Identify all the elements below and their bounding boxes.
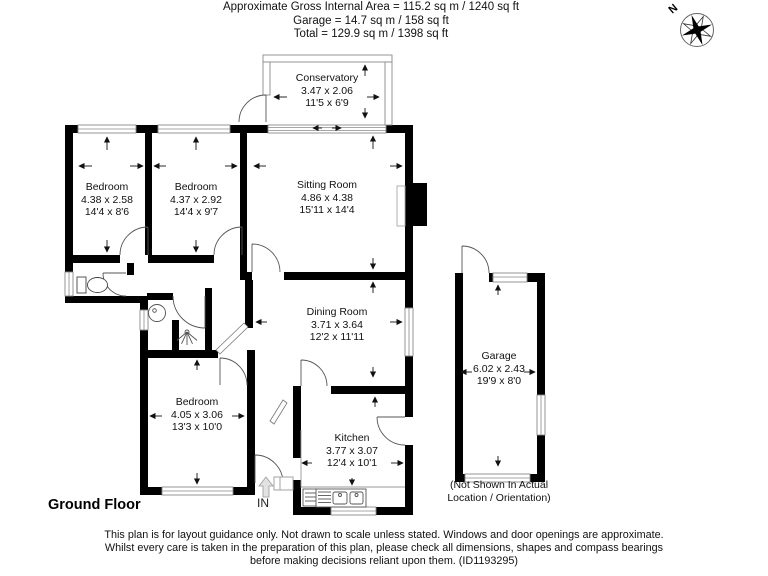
room-name: Dining Room: [306, 306, 368, 318]
basin-icon: [149, 305, 166, 322]
room-dim-imperial: 11'5 x 6'9: [305, 97, 349, 109]
room-dim-imperial: 12'4 x 10'1: [326, 457, 378, 469]
disclaimer-line3: before making decisions reliant upon them. (ID1193295): [249, 555, 519, 567]
room-dim-metric: 3.71 x 3.64: [311, 318, 363, 331]
garage-note-line2: Location / Orientation): [447, 491, 551, 504]
room-label-bedroom3: [127, 396, 267, 434]
corridor-cupboard-door: [270, 400, 287, 424]
room-dim-imperial: 14'4 x 8'6: [84, 206, 130, 218]
entrance-arrow-icon: [259, 477, 273, 497]
room-name: Bedroom: [85, 181, 129, 193]
patio-sliding-door: [268, 125, 386, 133]
room-name: Kitchen: [334, 432, 370, 444]
disclaimer-line2: Whilst every care is taken in the preparation of this plan, please check all dimensions, shapes and compass bearings: [104, 542, 664, 554]
room-label-sitting-room: [252, 179, 402, 217]
room-dim-metric: 3.77 x 3.07: [326, 444, 378, 457]
room-dim-imperial: 14'4 x 9'7: [173, 206, 219, 218]
room-dim-metric: 3.47 x 2.06: [301, 84, 353, 97]
floor-title: Ground Floor: [48, 497, 141, 513]
total-area-line: Total = 129.9 sq m / 1398 sq ft: [293, 28, 449, 40]
entrance-step: [274, 477, 293, 490]
room-dim-metric: 4.37 x 2.92: [170, 193, 222, 206]
shower-icon: [177, 330, 197, 345]
entrance-in-label: IN: [257, 496, 269, 510]
compass-north-label: N: [666, 1, 681, 17]
room-dim-imperial: 19'9 x 8'0: [476, 375, 522, 387]
room-name: Sitting Room: [296, 179, 358, 191]
room-dim-metric: 4.05 x 3.06: [171, 408, 223, 421]
garage-note-line1: (Not Shown In Actual: [449, 479, 549, 491]
gross-area-line: Approximate Gross Internal Area = 115.2 sq m / 1240 sq ft: [222, 1, 520, 13]
room-label-kitchen: [282, 432, 422, 470]
room-dim-imperial: 13'3 x 10'0: [171, 421, 223, 433]
garage-location-note: [415, 479, 583, 504]
room-dim-imperial: 12'2 x 11'11: [309, 331, 365, 343]
sink-icon: [316, 489, 366, 507]
cupboard-door: [216, 323, 248, 354]
garage-area-line: Garage = 14.7 sq m / 158 sq ft: [293, 14, 449, 27]
compass-icon: [666, 2, 713, 47]
room-dim-metric: 6.02 x 2.43: [473, 362, 525, 375]
chimney-breast: [413, 183, 427, 226]
room-dim-metric: 4.86 x 4.38: [301, 191, 353, 204]
area-summary: [111, 1, 631, 42]
toilet-icon: [77, 277, 108, 293]
room-name: Conservatory: [295, 72, 359, 84]
conservatory-glass-top: [263, 55, 392, 62]
room-label-dining-room: [262, 306, 412, 344]
room-label-conservatory: [252, 72, 402, 110]
room-label-bedroom2: [126, 181, 266, 219]
room-name: Garage: [481, 350, 517, 362]
disclaimer: [0, 529, 768, 568]
room-dim-imperial: 15'11 x 14'4: [299, 204, 355, 216]
disclaimer-line1: This plan is for layout guidance only. Not drawn to scale unless stated. Windows and door openings are approximate.: [104, 529, 664, 541]
room-dim-metric: 4.38 x 2.58: [81, 193, 133, 206]
room-name: Bedroom: [174, 181, 218, 193]
room-label-garage: [429, 350, 569, 388]
room-name: Bedroom: [175, 396, 219, 408]
